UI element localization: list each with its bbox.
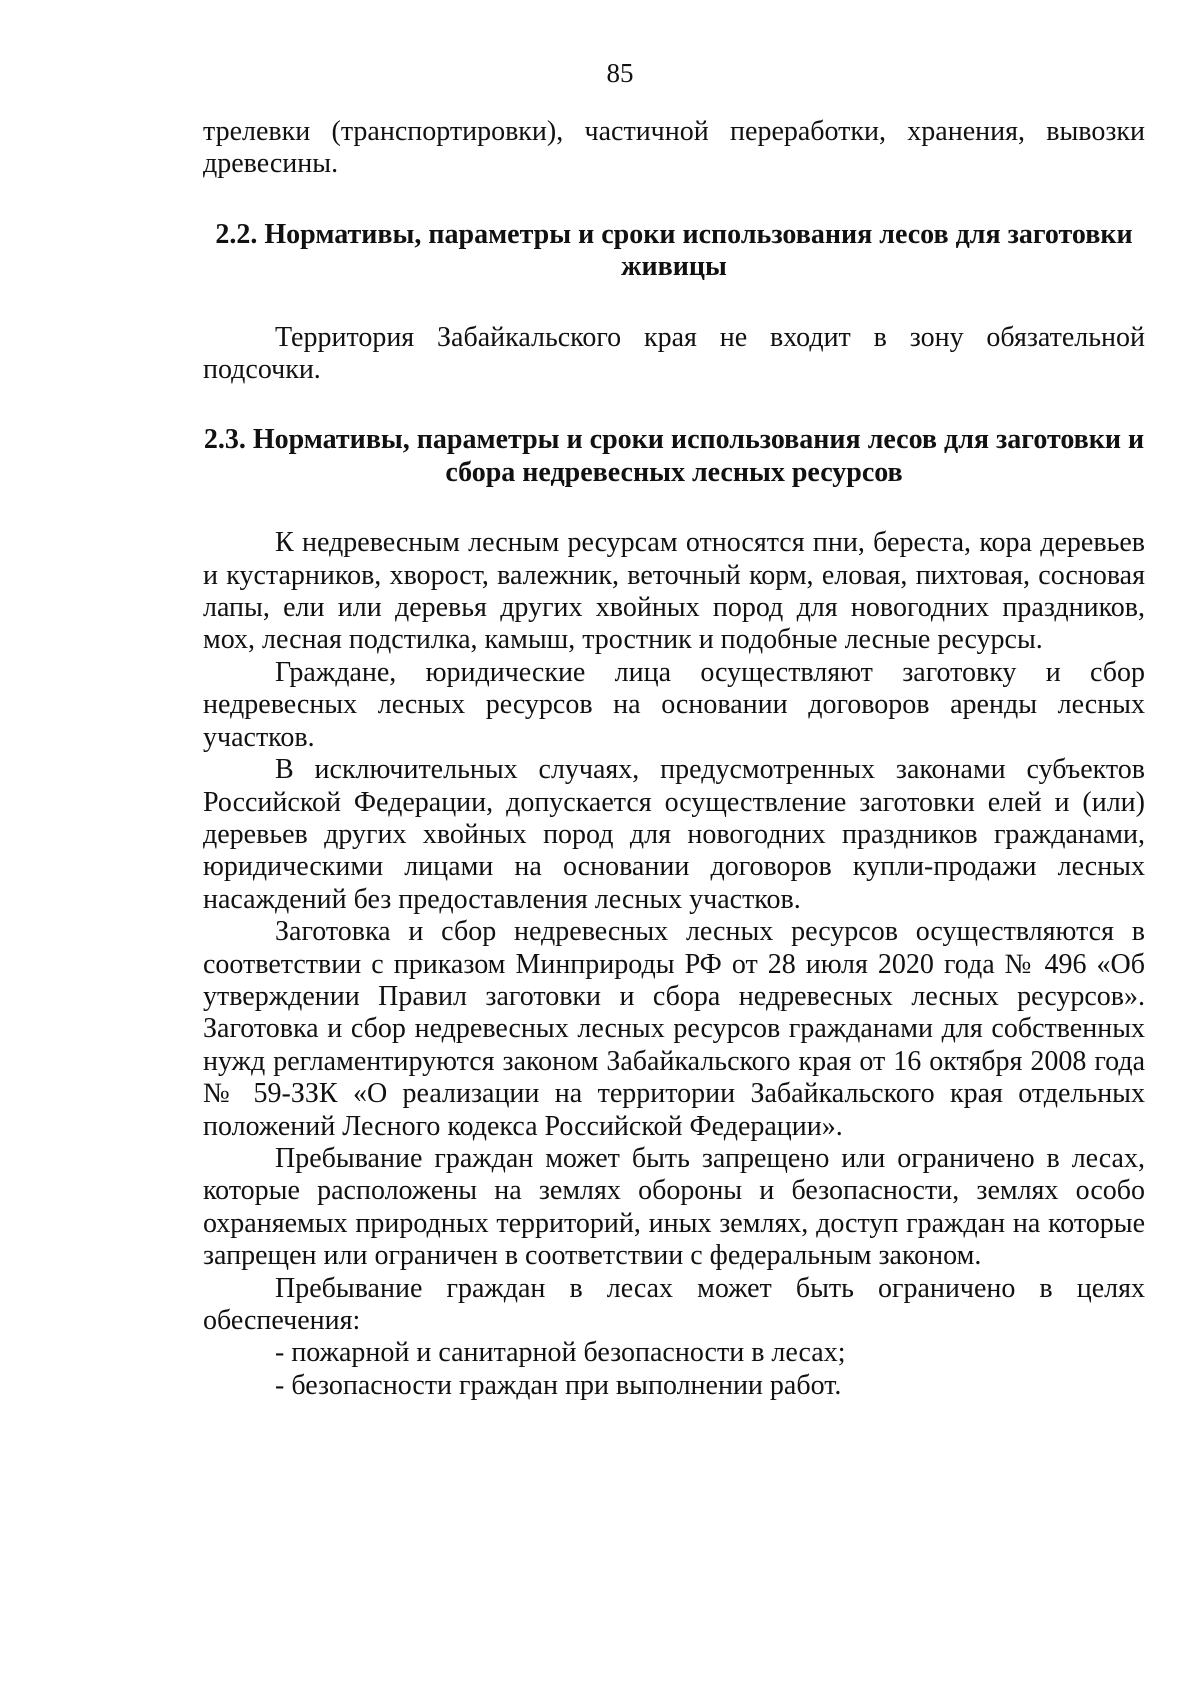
paragraph-2-3-1: К недревесным лесным ресурсам относятся пни, береста, кора деревьев и кустарников, хворост, валежник, веточный корм, еловая, пихтовая, сосновая лапы, ели или деревья других хвойных пород для новогодних праздников, мох, лесная подстилка, камыш, тростник и подобные лесные ресурсы. <box>203 527 1145 656</box>
section-heading-2-3: 2.3. Нормативы, параметры и сроки использования лесов для заготовки и сбора недревесных лесных ресурсов <box>203 424 1145 488</box>
paragraph-2-3-6: Пребывание граждан в лесах может быть ограничено в целях обеспечения: <box>203 1272 1145 1336</box>
paragraph-2-3-5: Пребывание граждан может быть запрещено или ограничено в лесах, которые расположены на землях обороны и безопасности, землях особо охраняемых природных территорий, иных землях, доступ граждан на которые запрещен или ограничен в соответствии с федеральным законом. <box>203 1142 1145 1272</box>
list-item-work-safety: - безопасности граждан при выполнении работ. <box>275 1369 842 1401</box>
continuation-paragraph: трелевки (транспортировки), частичной переработки, хранения, вывозки древесины. <box>203 116 1145 180</box>
paragraph-2-3-2: Граждане, юридические лица осуществляют заготовку и сбор недревесных лесных ресурсов на основании договоров аренды лесных участков. <box>203 656 1145 753</box>
page-content <box>203 116 1145 1402</box>
list-item-fire-safety: - пожарной и санитарной безопасности в лесах; <box>275 1337 846 1369</box>
paragraph-2-2-1: Территория Забайкальского края не входит в зону обязательной подсочки. <box>203 321 1145 386</box>
paragraph-2-3-4: Заготовка и сбор недревесных лесных ресурсов осуществляются в соответствии с приказом Минприроды РФ от 28 июля 2020 года № 496 «Об утверждении Правил заготовки и сбора недревесных лесных ресурсов». Заготовка и сбор недревесных лесных ресурсов гражданами для собственных нужд регламентируются законом Забайкальского края от 16 октября 2008 года № 59-ЗЗК «О реализации на территории Забайкальского края отдельных положений Лесного кодекса Российской Федерации». <box>203 916 1145 1142</box>
page-number: 85 <box>606 58 634 88</box>
paragraph-2-3-3: В исключительных случаях, предусмотренных законами субъектов Российской Федерации, допускается осуществление заготовки елей и (или) деревьев других хвойных пород для новогодних праздников гражданами, юридическими лицами на основании договоров купли-продажи лесных насаждений без предоставления лесных участков. <box>203 754 1145 915</box>
section-heading-2-2: 2.2. Нормативы, параметры и сроки использования лесов для заготовки живицы <box>215 218 1133 283</box>
